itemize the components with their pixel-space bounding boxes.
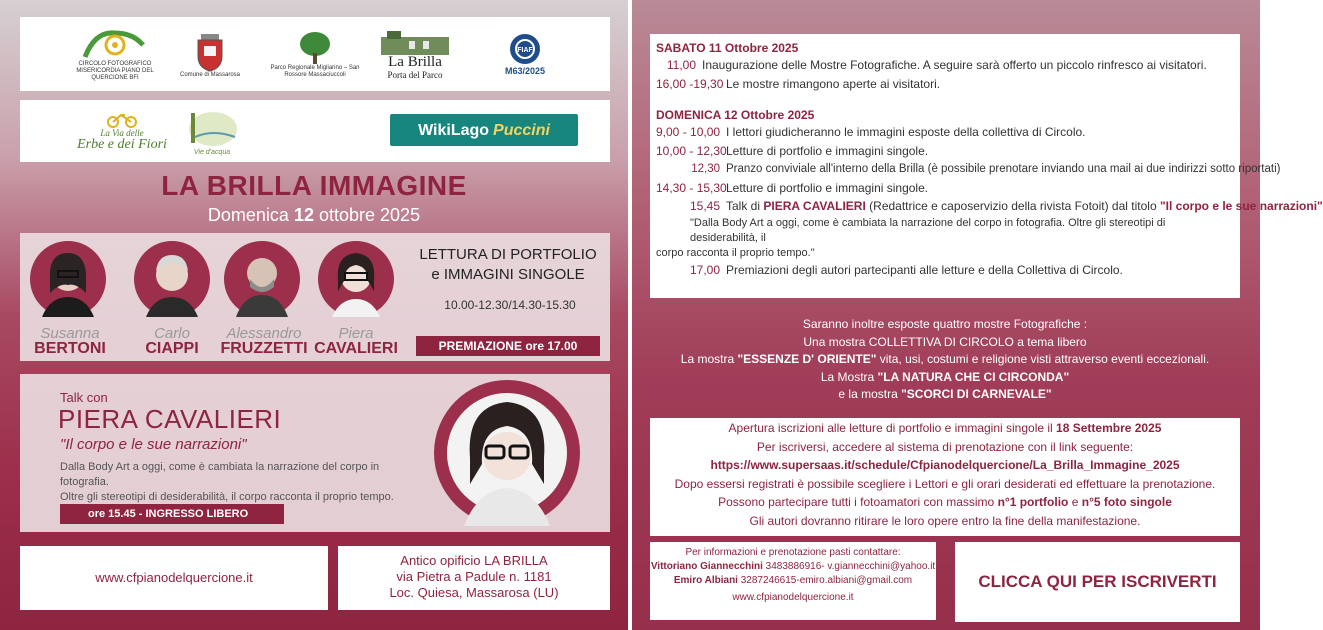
exhibition-desc: vita, usi, costumi e religione visti attraverso eventi eccezionali. (879, 352, 1210, 366)
contact-panel (650, 542, 936, 620)
day1-heading: SABATO 11 Ottobre 2025 (656, 41, 799, 55)
talk-speaker-name: PIERA CAVALIERI (58, 404, 282, 434)
cfpq-logo (60, 23, 170, 85)
lettura-line2: e IMMAGINI SINGOLE (431, 266, 585, 283)
reader-portrait-ciappi (134, 241, 210, 317)
registration-step: Dopo essersi registrati è possibile scegliere i Lettori e gli orari desiderati ed effettuare la prenotazione. (674, 476, 1216, 491)
reader-portrait-bertoni (30, 241, 106, 317)
wikilago-logo (390, 114, 578, 146)
lettura-line1: LETTURA DI PORTFOLIO (419, 246, 597, 263)
website-link[interactable]: www.cfpianodelquercione.it (20, 546, 328, 610)
reader-name-bertoni (20, 327, 120, 357)
contact-heading: Per informazioni e prenotazione pasti contattare: (685, 547, 901, 558)
readers-panel (20, 233, 610, 361)
brilla-logo-sub: Porta del Parco (387, 69, 443, 80)
schedule-time: 11,00 (666, 58, 696, 72)
talk-quote-title: "Il corpo e le sue narrazioni" (1159, 199, 1323, 213)
schedule-text: Inaugurazione delle Mostre Fotografiche. A seguire sarà offerto un piccolo rinfresco ai visitatori. (702, 58, 1207, 72)
reader-name-cavalieri (306, 327, 406, 357)
registration-opening (650, 419, 1240, 438)
contact-info: 3287246615-emiro.albiani@gmail.com (740, 575, 913, 586)
fiaf-logo-code: M63/2025 (504, 66, 546, 76)
contact-person-2 (650, 574, 936, 588)
registration-panel (650, 418, 1240, 536)
schedule-text: Premiazioni degli autori partecipanti alle letture e della Collettiva di Circolo. (726, 262, 1123, 277)
exhibition-prefix: e la mostra (838, 387, 898, 401)
registration-instructions: Per iscriversi, accedere al sistema di prenotazione con il link seguente: (756, 439, 1134, 454)
erbe-logo-line1: La Via delle (100, 128, 144, 138)
talk-quote-line1: "Dalla Body Art a oggi, come è cambiata la narrazione del corpo in fotografia. Oltre gli stereotipi di desiderabilità, il (690, 216, 1166, 244)
schedule-row (656, 160, 1281, 179)
person-silhouette-icon (224, 241, 300, 317)
fiaf-badge-icon (508, 32, 542, 66)
contact-person-1 (650, 560, 936, 574)
talk-description (60, 460, 430, 505)
registration-date: 18 Settembre 2025 (1056, 421, 1162, 435)
left-panel (0, 0, 628, 630)
talk-panel (20, 374, 610, 532)
exhibition-collettiva: Una mostra COLLETTIVA DI CIRCOLO a tema libero (803, 334, 1087, 349)
reader-last-name: FRUZZETTI (220, 340, 308, 357)
exhibition-natura (650, 369, 1240, 387)
coat-of-arms-icon (195, 32, 225, 72)
limits-and: e (1071, 495, 1079, 509)
camera-icon (81, 27, 149, 61)
schedule-time: 16,00 -19,30 (656, 76, 724, 91)
schedule-time: 15,45 (689, 199, 720, 213)
venue-name: Antico opificio LA BRILLA (400, 553, 548, 568)
schedule-row (656, 123, 1234, 142)
schedule-text: Letture di portfolio e immagini singole. (726, 180, 929, 195)
vie-acqua-logo-text: Vie d'acqua (193, 148, 231, 156)
person-silhouette-icon (30, 241, 106, 317)
talk-label: Talk con (60, 390, 108, 405)
premiazione-badge: PREMIAZIONE ore 17.00 (416, 336, 600, 356)
tree-icon (297, 31, 333, 65)
schedule-time: 17,00 (689, 262, 720, 277)
reader-first-name: Susanna (40, 325, 100, 342)
parco-logo (270, 25, 360, 85)
exhibition-title: "LA NATURA CHE CI CIRCONDA" (877, 369, 1070, 384)
comune-logo-text: Comune di Massarosa (179, 71, 241, 78)
register-button[interactable]: CLICCA QUI PER ISCRIVERTI (955, 542, 1240, 622)
schedule-row (656, 179, 1234, 198)
limits-portfolio: n°1 portfolio (997, 495, 1069, 509)
exhibition-carnevale (650, 386, 1240, 404)
schedule-row (656, 261, 1234, 280)
exhibitions-intro: Saranno inoltre esposte quattro mostre Fotografiche : (802, 317, 1088, 331)
event-date (0, 205, 628, 226)
reader-portrait-fruzzetti (224, 241, 300, 317)
limits-photos: n°5 foto singole (1081, 495, 1172, 509)
lettura-heading (408, 245, 608, 285)
schedule-row (656, 142, 1234, 161)
fiaf-logo (490, 23, 560, 85)
exhibition-essenze (650, 351, 1240, 369)
exhibition-prefix: La mostra (680, 352, 735, 366)
building-icon (379, 29, 451, 55)
reader-name-fruzzetti (214, 327, 314, 357)
reader-portrait-cavalieri (318, 241, 394, 317)
partner-logos-row (20, 100, 610, 162)
talk-speaker: PIERA CAVALIERI (763, 199, 866, 213)
person-silhouette-icon (434, 380, 580, 526)
schedule-text: I lettori giudicheranno le immagini esposte della collettiva di Circolo. (726, 125, 1086, 139)
schedule-time: 10,00 - 12,30 (656, 143, 727, 158)
person-silhouette-icon (318, 241, 394, 317)
svg-text:FIAF: FIAF (517, 47, 533, 54)
contact-website-link[interactable]: www.cfpianodelquercione.it (732, 592, 854, 603)
event-title: LA BRILLA IMMAGINE (161, 170, 467, 201)
schedule-text: Pranzo conviviale all'interno della Brilla (è possibile prenotare inviando una mail ai due indirizzi sotto riportati) (726, 163, 1281, 175)
schedule-time: 9,00 - 10,00 (656, 125, 721, 139)
contact-name: Vittoriano Giannecchini (650, 561, 763, 572)
schedule-row (656, 56, 1234, 75)
reader-first-name: Alessandro (226, 325, 302, 342)
reader-first-name: Piera (338, 325, 374, 342)
talk-mid: (Redattrice e caposervizio della rivista Fotoit) dal titolo (869, 199, 1157, 213)
sponsor-logos-row (20, 17, 610, 91)
event-date-weekday: Domenica (207, 205, 289, 225)
contact-name: Emiro Albiani (673, 575, 738, 586)
exhibition-title: "ESSENZE D' ORIENTE" (737, 352, 877, 366)
lighthouse-icon (177, 107, 247, 149)
venue-town: Loc. Quiesa, Massarosa (LU) (389, 585, 559, 600)
brilla-logo-name: La Brilla (388, 53, 442, 70)
talk-title: "Il corpo e le sue narrazioni" (60, 436, 247, 453)
reader-last-name: CIAPPI (145, 340, 199, 357)
parco-logo-text: Parco Regionale Migliarino – San Rossore Massaciuccoli (270, 65, 360, 78)
registration-opening-text: Apertura iscrizioni alle letture di portfolio e immagini singole il (728, 421, 1053, 435)
erbe-logo-line2: Erbe e dei Fiori (77, 137, 167, 152)
brilla-logo (372, 23, 458, 85)
exhibition-title: "SCORCI DI CARNEVALE" (901, 387, 1052, 401)
bicycle-icon (105, 112, 139, 128)
lettura-time: 10.00-12.30/14.30-15.30 (444, 298, 576, 312)
speaker-portrait (434, 380, 580, 526)
wikilago-logo-text1: WikiLago (418, 121, 490, 139)
schedule-panel (650, 34, 1323, 298)
registration-limits (650, 493, 1240, 512)
reader-name-ciappi (122, 327, 222, 357)
exhibitions-text (650, 316, 1240, 404)
registration-pickup: Gli autori dovranno ritirare le loro opere entro la fine della manifestazione. (749, 513, 1141, 528)
reader-last-name: CAVALIERI (314, 340, 398, 357)
limits-text: Possono partecipare tutti i fotoamatori con massimo (718, 495, 995, 509)
talk-description-line1: Dalla Body Art a oggi, come è cambiata la narrazione del corpo in fotografia. (60, 461, 380, 488)
venue-street: via Pietra a Padule n. 1181 (396, 569, 552, 584)
schedule-text: Le mostre rimangono aperte ai visitatori. (726, 76, 941, 91)
vie-acqua-logo (170, 104, 254, 158)
comune-logo (170, 25, 250, 85)
talk-description-line2: Oltre gli stereotipi di desiderabilità, il corpo racconta il proprio tempo. (60, 491, 394, 503)
reader-last-name: BERTONI (34, 340, 106, 357)
schedule-row-talk (656, 197, 1323, 216)
event-date-month: ottobre 2025 (319, 205, 421, 225)
schedule-time: 14,30 - 15,30 (656, 180, 727, 195)
exhibition-prefix: La Mostra (820, 369, 875, 384)
erbe-fiori-logo (76, 108, 168, 156)
registration-link[interactable]: https://www.supersaas.it/schedule/Cfpianodelquercione/La_Brilla_Immagine_2025 (710, 458, 1180, 472)
talk-quote-line2: corpo racconta il proprio tempo." (656, 246, 815, 259)
talk-pre: Talk di (726, 199, 761, 213)
contact-info: 3483886916- v.giannecchini@yahoo.it (765, 561, 936, 572)
venue-address (338, 546, 610, 610)
schedule-text: Letture di portfolio e immagini singole. (726, 143, 929, 158)
talk-ingresso-badge: ore 15.45 - INGRESSO LIBERO (60, 504, 284, 524)
event-date-day: 12 (293, 205, 314, 225)
day2-heading: DOMENICA 12 Ottobre 2025 (656, 108, 815, 122)
person-silhouette-icon (134, 241, 210, 317)
schedule-row (656, 75, 1234, 94)
reader-first-name: Carlo (154, 325, 190, 342)
cfpq-logo-text: CIRCOLO FOTOGRAFICO MISERICORDIA PIANO DEL QUERCIONE BFI (76, 60, 154, 81)
wikilago-logo-text2: Puccini (493, 121, 550, 139)
schedule-time: 12,30 (691, 163, 720, 175)
